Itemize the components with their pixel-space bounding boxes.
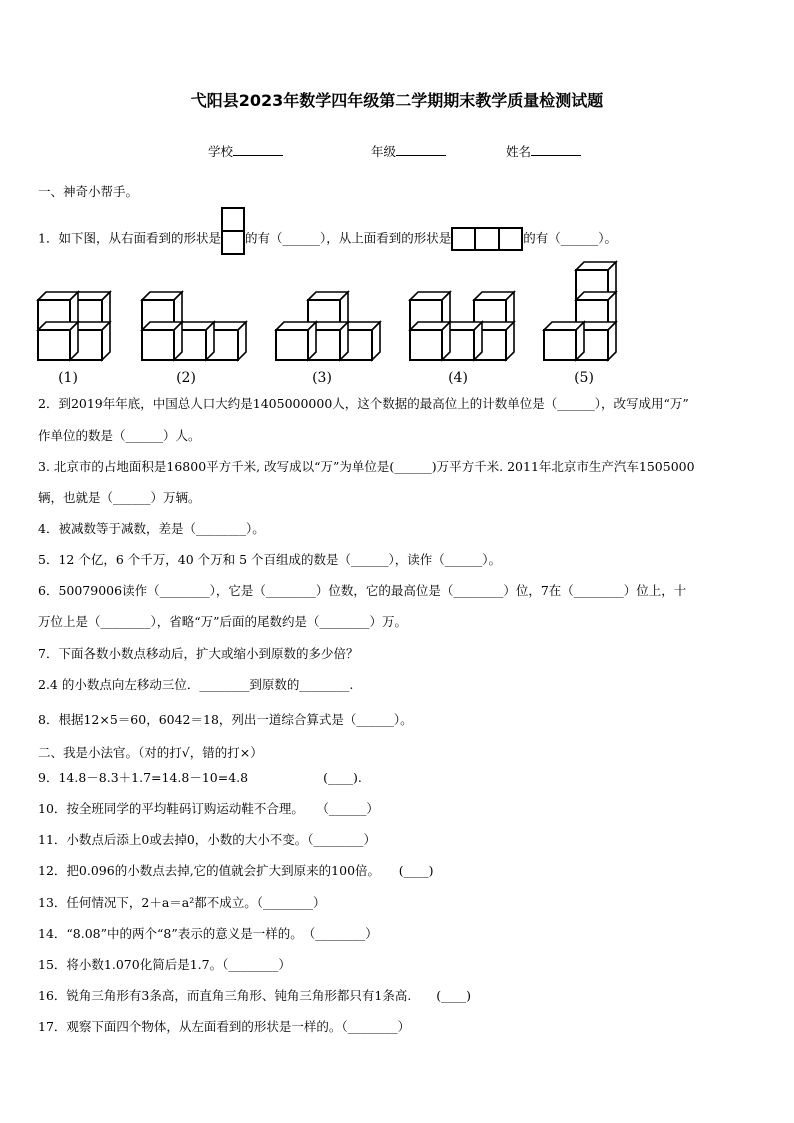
page-title: 弋阳县2023年数学四年级第二学期期末教学质量检测试题: [190, 91, 604, 110]
question-6-line-1: 6．50079006读作（________），它是（________）位数，它的最高位是（________）位，7在（________）位上，十: [38, 583, 687, 598]
q1-text-c: 的有（______）。: [523, 230, 617, 246]
name-label: 姓名: [506, 144, 532, 159]
grade-field: [371, 142, 446, 160]
q1-text-a: 1．如下图，从右面看到的形状是: [38, 230, 221, 246]
grade-label: 年级: [371, 144, 397, 159]
question-16: 16．锐角三角形有3条高，而直角三角形、钝角三角形都只有1条高. (____): [38, 988, 472, 1003]
question-1: [38, 223, 617, 255]
school-field: [208, 142, 283, 160]
question-3-line-2: 辆，也就是（______）万辆。: [38, 490, 201, 505]
question-13: 13．任何情况下，2＋a＝a²都不成立。（________）: [38, 895, 326, 910]
name-field: [506, 142, 581, 160]
q1-text-b: 的有（______），从上面看到的形状是: [244, 230, 452, 246]
top-view-shape-icon: [451, 227, 523, 251]
name-blank: [531, 143, 581, 156]
question-4: 4．被减数等于减数，差是（________）。: [38, 521, 265, 536]
figure-4-label: (4): [448, 370, 468, 386]
question-15: 15．将小数1.070化简后是1.7。（________）: [38, 957, 291, 972]
question-2-line-1: 2．到2019年年底，中国总人口大约是1405000000人，这个数据的最高位上的计数单位是（______），改写成用“万”: [38, 396, 689, 411]
question-6-line-2: 万位上是（________），省略“万”后面的尾数约是（________）万。: [38, 614, 408, 629]
right-view-shape-icon: [221, 207, 245, 255]
school-label: 学校: [208, 144, 234, 159]
question-11: 11．小数点后添上0或去掉0，小数的大小不变。（________）: [38, 832, 377, 847]
section-2-heading: 二、我是小法官。（对的打√，错的打×）: [38, 745, 263, 760]
question-7-sub: 2.4 的小数点向左移动三位．________到原数的________.: [38, 677, 354, 692]
question-9: 9．14.8－8.3＋1.7=14.8－10=4.8 (____).: [38, 770, 362, 785]
school-blank: [233, 143, 283, 156]
question-17: 17．观察下面四个物体，从左面看到的形状是一样的。（________）: [38, 1019, 411, 1034]
cube-figures: [34, 258, 634, 388]
figure-1: [38, 292, 110, 360]
question-14: 14．“8.08”中的两个“8”表示的意义是一样的。 （________）: [38, 926, 378, 941]
question-7: 7．下面各数小数点移动后，扩大或缩小到原数的多少倍？: [38, 646, 359, 661]
figure-2-label: (2): [176, 370, 196, 386]
figure-5-label: (5): [574, 370, 594, 386]
figure-3: [276, 292, 380, 360]
figure-2: [142, 292, 246, 360]
figure-5: [544, 262, 616, 360]
grade-blank: [396, 143, 446, 156]
question-3-line-1: 3. 北京市的占地面积是16800平方千米, 改写成以“万”为单位是(______)万平方千米. 2011年北京市生产汽车1505000: [38, 459, 695, 474]
figure-1-label: (1): [58, 370, 78, 386]
question-8: 8．根据12×5＝60，6042＝18，列出一道综合算式是（______）。: [38, 712, 413, 727]
question-12: 12．把0.096的小数点去掉,它的值就会扩大到原来的100倍。 (____): [38, 863, 434, 878]
question-5: 5．12 个亿，6 个千万，40 个万和 5 个百组成的数是（______），读作（______）。: [38, 552, 502, 567]
section-1-heading: 一、神奇小帮手。: [38, 184, 139, 199]
question-2-line-2: 作单位的数是（______）人。: [38, 428, 201, 443]
question-10: 10．按全班同学的平均鞋码订购运动鞋不合理。 （______）: [38, 801, 379, 816]
figure-4: [410, 292, 514, 360]
figure-3-label: (3): [312, 370, 332, 386]
